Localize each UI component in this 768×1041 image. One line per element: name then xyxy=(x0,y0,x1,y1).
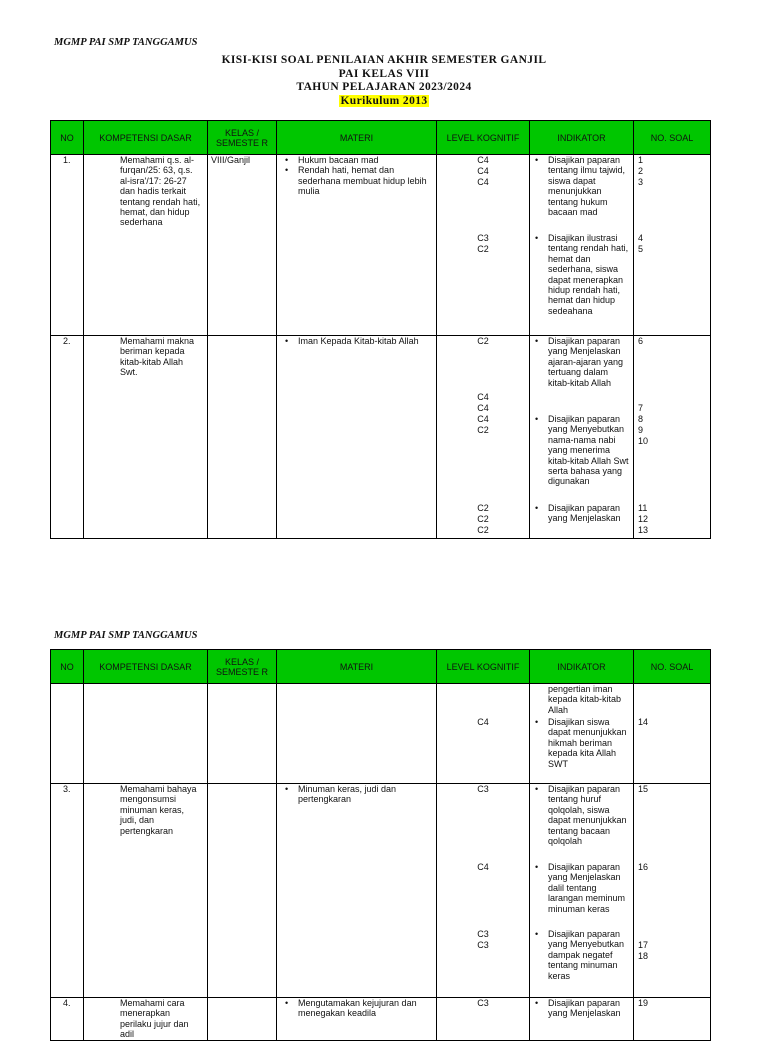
row-indikator xyxy=(530,998,634,1041)
soal-number: 2 xyxy=(638,166,644,176)
table-row xyxy=(51,155,711,336)
row-no: 4. xyxy=(51,998,84,1041)
soal-number: 4 xyxy=(638,233,644,243)
col-header-materi: MATERI xyxy=(277,650,437,684)
row-level-kognitif xyxy=(437,336,530,539)
row-materi xyxy=(277,684,437,784)
level-value: C4 xyxy=(477,862,489,872)
kisi-table-page2 xyxy=(50,649,711,1041)
row-no: 1. xyxy=(51,155,84,336)
level-value: C3 xyxy=(477,233,489,243)
level-value: C3 xyxy=(477,784,489,794)
row-indikator xyxy=(530,155,634,336)
row-kelas-semester: VIII/Ganjil xyxy=(208,155,277,336)
indikator-item: • Disajikan paparan yang Menjelaskan ajaran-ajaran yang tertuang dalam kitab-kitab Allah xyxy=(548,336,630,388)
level-value: C2 xyxy=(477,336,489,346)
level-value: C4 xyxy=(477,177,489,187)
table-header-row xyxy=(51,121,711,155)
row-materi xyxy=(277,998,437,1041)
row-indikator xyxy=(530,684,634,784)
col-header-materi: MATERI xyxy=(277,121,437,155)
indikator-item: • Disajikan paparan tentang ilmu tajwid, siswa dapat menunjukkan tentang hukum bacaan mad xyxy=(548,155,630,217)
page1-header: MGMP PAI SMP TANGGAMUS xyxy=(54,37,198,48)
row-level-kognitif xyxy=(437,998,530,1041)
row-kompetensi-dasar: Memahami cara menerapkan perilaku jujur dan adil xyxy=(84,998,208,1041)
row-no-soal xyxy=(634,336,711,539)
soal-number: 12 xyxy=(638,514,649,524)
col-header-indikator: INDIKATOR xyxy=(530,121,634,155)
col-header-kd: KOMPETENSI DASAR xyxy=(84,650,208,684)
row-kompetensi-dasar: Memahami makna beriman kepada kitab-kitab Allah Swt. xyxy=(84,336,208,539)
document-title-block xyxy=(0,54,768,108)
row-kompetensi-dasar: Memahami bahaya mengonsumsi minuman keras, judi, dan pertengkaran xyxy=(84,784,208,998)
indikator-item: • Disajikan paparan yang Menjelaskan xyxy=(548,998,630,1019)
level-value: C4 xyxy=(477,403,489,413)
soal-number: 9 xyxy=(638,425,644,435)
row-no: 2. xyxy=(51,336,84,539)
row-no-soal xyxy=(634,684,711,784)
table-row xyxy=(51,684,711,784)
materi-item: • Hukum bacaan mad xyxy=(298,155,432,165)
indikator-item: • Disajikan paparan yang Menyebutkan dampak negatef tentang minuman keras xyxy=(548,929,630,981)
col-header-no: NO xyxy=(51,650,84,684)
row-materi xyxy=(277,784,437,998)
soal-number: 16 xyxy=(638,862,649,872)
soal-number: 1 xyxy=(638,155,644,165)
materi-item: • Minuman keras, judi dan pertengkaran xyxy=(298,784,432,805)
col-header-indikator: INDIKATOR xyxy=(530,650,634,684)
level-value: C2 xyxy=(477,525,489,535)
level-value: C2 xyxy=(477,244,489,254)
row-no-soal xyxy=(634,784,711,998)
title-line-1: KISI-KISI SOAL PENILAIAN AKHIR SEMESTER GANJIL xyxy=(221,54,547,66)
indikator-item: • Disajikan paparan yang Menjelaskan xyxy=(548,503,630,524)
col-header-no-soal: NO. SOAL xyxy=(634,650,711,684)
level-value: C4 xyxy=(477,414,489,424)
row-level-kognitif xyxy=(437,155,530,336)
indikator-item: • Disajikan paparan tentang huruf qolqolah, siswa dapat menunjukkan tentang bacaan qolqolah xyxy=(548,784,630,846)
level-value: C4 xyxy=(477,155,489,165)
row-materi xyxy=(277,336,437,539)
row-no-soal xyxy=(634,155,711,336)
level-value: C2 xyxy=(477,425,489,435)
soal-number: 7 xyxy=(638,403,644,413)
soal-number: 3 xyxy=(638,177,644,187)
level-value: C2 xyxy=(477,514,489,524)
indikator-item: • Disajikan ilustrasi tentang rendah hati, hemat dan sederhana, siswa dapat menerapkan hidup rendah hati, hemat dan hidup sedeahana xyxy=(548,233,630,316)
row-materi xyxy=(277,155,437,336)
table-row xyxy=(51,784,711,998)
row-kelas-semester xyxy=(208,684,277,784)
kurikulum-label: Kurikulum 2013 xyxy=(340,94,428,107)
materi-item: • Iman Kepada Kitab-kitab Allah xyxy=(298,336,432,346)
row-kelas-semester xyxy=(208,784,277,998)
col-header-no-soal: NO. SOAL xyxy=(634,121,711,155)
soal-number: 6 xyxy=(638,336,644,346)
soal-number: 18 xyxy=(638,951,649,961)
table-row xyxy=(51,998,711,1041)
soal-number: 19 xyxy=(638,998,649,1008)
indikator-item: • Disajikan siswa dapat menunjukkan hikmah beriman kepada kita Allah SWT xyxy=(548,717,630,769)
row-kompetensi-dasar: Memahami q.s. al-furqan/25: 63, q.s. al-isra'/17: 26-27 dan hadis terkait tentang rendah hati, hemat, dan hidup sederhana xyxy=(84,155,208,336)
row-kelas-semester xyxy=(208,998,277,1041)
col-header-kd: KOMPETENSI DASAR xyxy=(84,121,208,155)
kisi-table-page1 xyxy=(50,120,711,539)
level-value: C3 xyxy=(477,929,489,939)
soal-number: 14 xyxy=(638,717,649,727)
row-indikator xyxy=(530,336,634,539)
col-header-kelas: KELAS / SEMESTE R xyxy=(208,650,277,684)
title-line-3: TAHUN PELAJARAN 2023/2024 xyxy=(296,81,472,93)
col-header-level: LEVEL KOGNITIF xyxy=(437,650,530,684)
level-value: C4 xyxy=(477,717,489,727)
col-header-kelas: KELAS / SEMESTE R xyxy=(208,121,277,155)
soal-number: 10 xyxy=(638,436,649,446)
indikator-item: • Disajikan paparan yang Menyebutkan nama-nama nabi yang menerima kitab-kitab Allah Swt serta bahasa yang digunakan xyxy=(548,414,630,487)
row-level-kognitif xyxy=(437,784,530,998)
indikator-item: • Disajikan paparan yang Menjelaskan dalil tentang larangan meminum minuman keras xyxy=(548,862,630,914)
row-no xyxy=(51,684,84,784)
table-row xyxy=(51,336,711,539)
row-no-soal xyxy=(634,998,711,1041)
col-header-no: NO xyxy=(51,121,84,155)
indikator-continuation: pengertian iman kepada kitab-kitab Allah xyxy=(548,684,622,715)
title-line-2: PAI KELAS VIII xyxy=(338,67,430,80)
level-value: C4 xyxy=(477,166,489,176)
page2-header: MGMP PAI SMP TANGGAMUS xyxy=(54,630,198,641)
soal-number: 11 xyxy=(638,503,648,513)
level-value: C4 xyxy=(477,392,489,402)
table-header-row xyxy=(51,650,711,684)
row-kompetensi-dasar xyxy=(84,684,208,784)
level-value: C3 xyxy=(477,940,489,950)
soal-number: 17 xyxy=(638,940,649,950)
soal-number: 15 xyxy=(638,784,649,794)
col-header-level: LEVEL KOGNITIF xyxy=(437,121,530,155)
row-no: 3. xyxy=(51,784,84,998)
soal-number: 13 xyxy=(638,525,649,535)
materi-item: • Rendah hati, hemat dan sederhana membuat hidup lebih mulia xyxy=(298,165,432,196)
soal-number: 5 xyxy=(638,244,644,254)
row-kelas-semester xyxy=(208,336,277,539)
level-value: C2 xyxy=(477,503,489,513)
level-value: C3 xyxy=(477,998,489,1008)
row-level-kognitif xyxy=(437,684,530,784)
materi-item: • Mengutamakan kejujuran dan menegakan keadila xyxy=(298,998,432,1019)
row-indikator xyxy=(530,784,634,998)
soal-number: 8 xyxy=(638,414,644,424)
